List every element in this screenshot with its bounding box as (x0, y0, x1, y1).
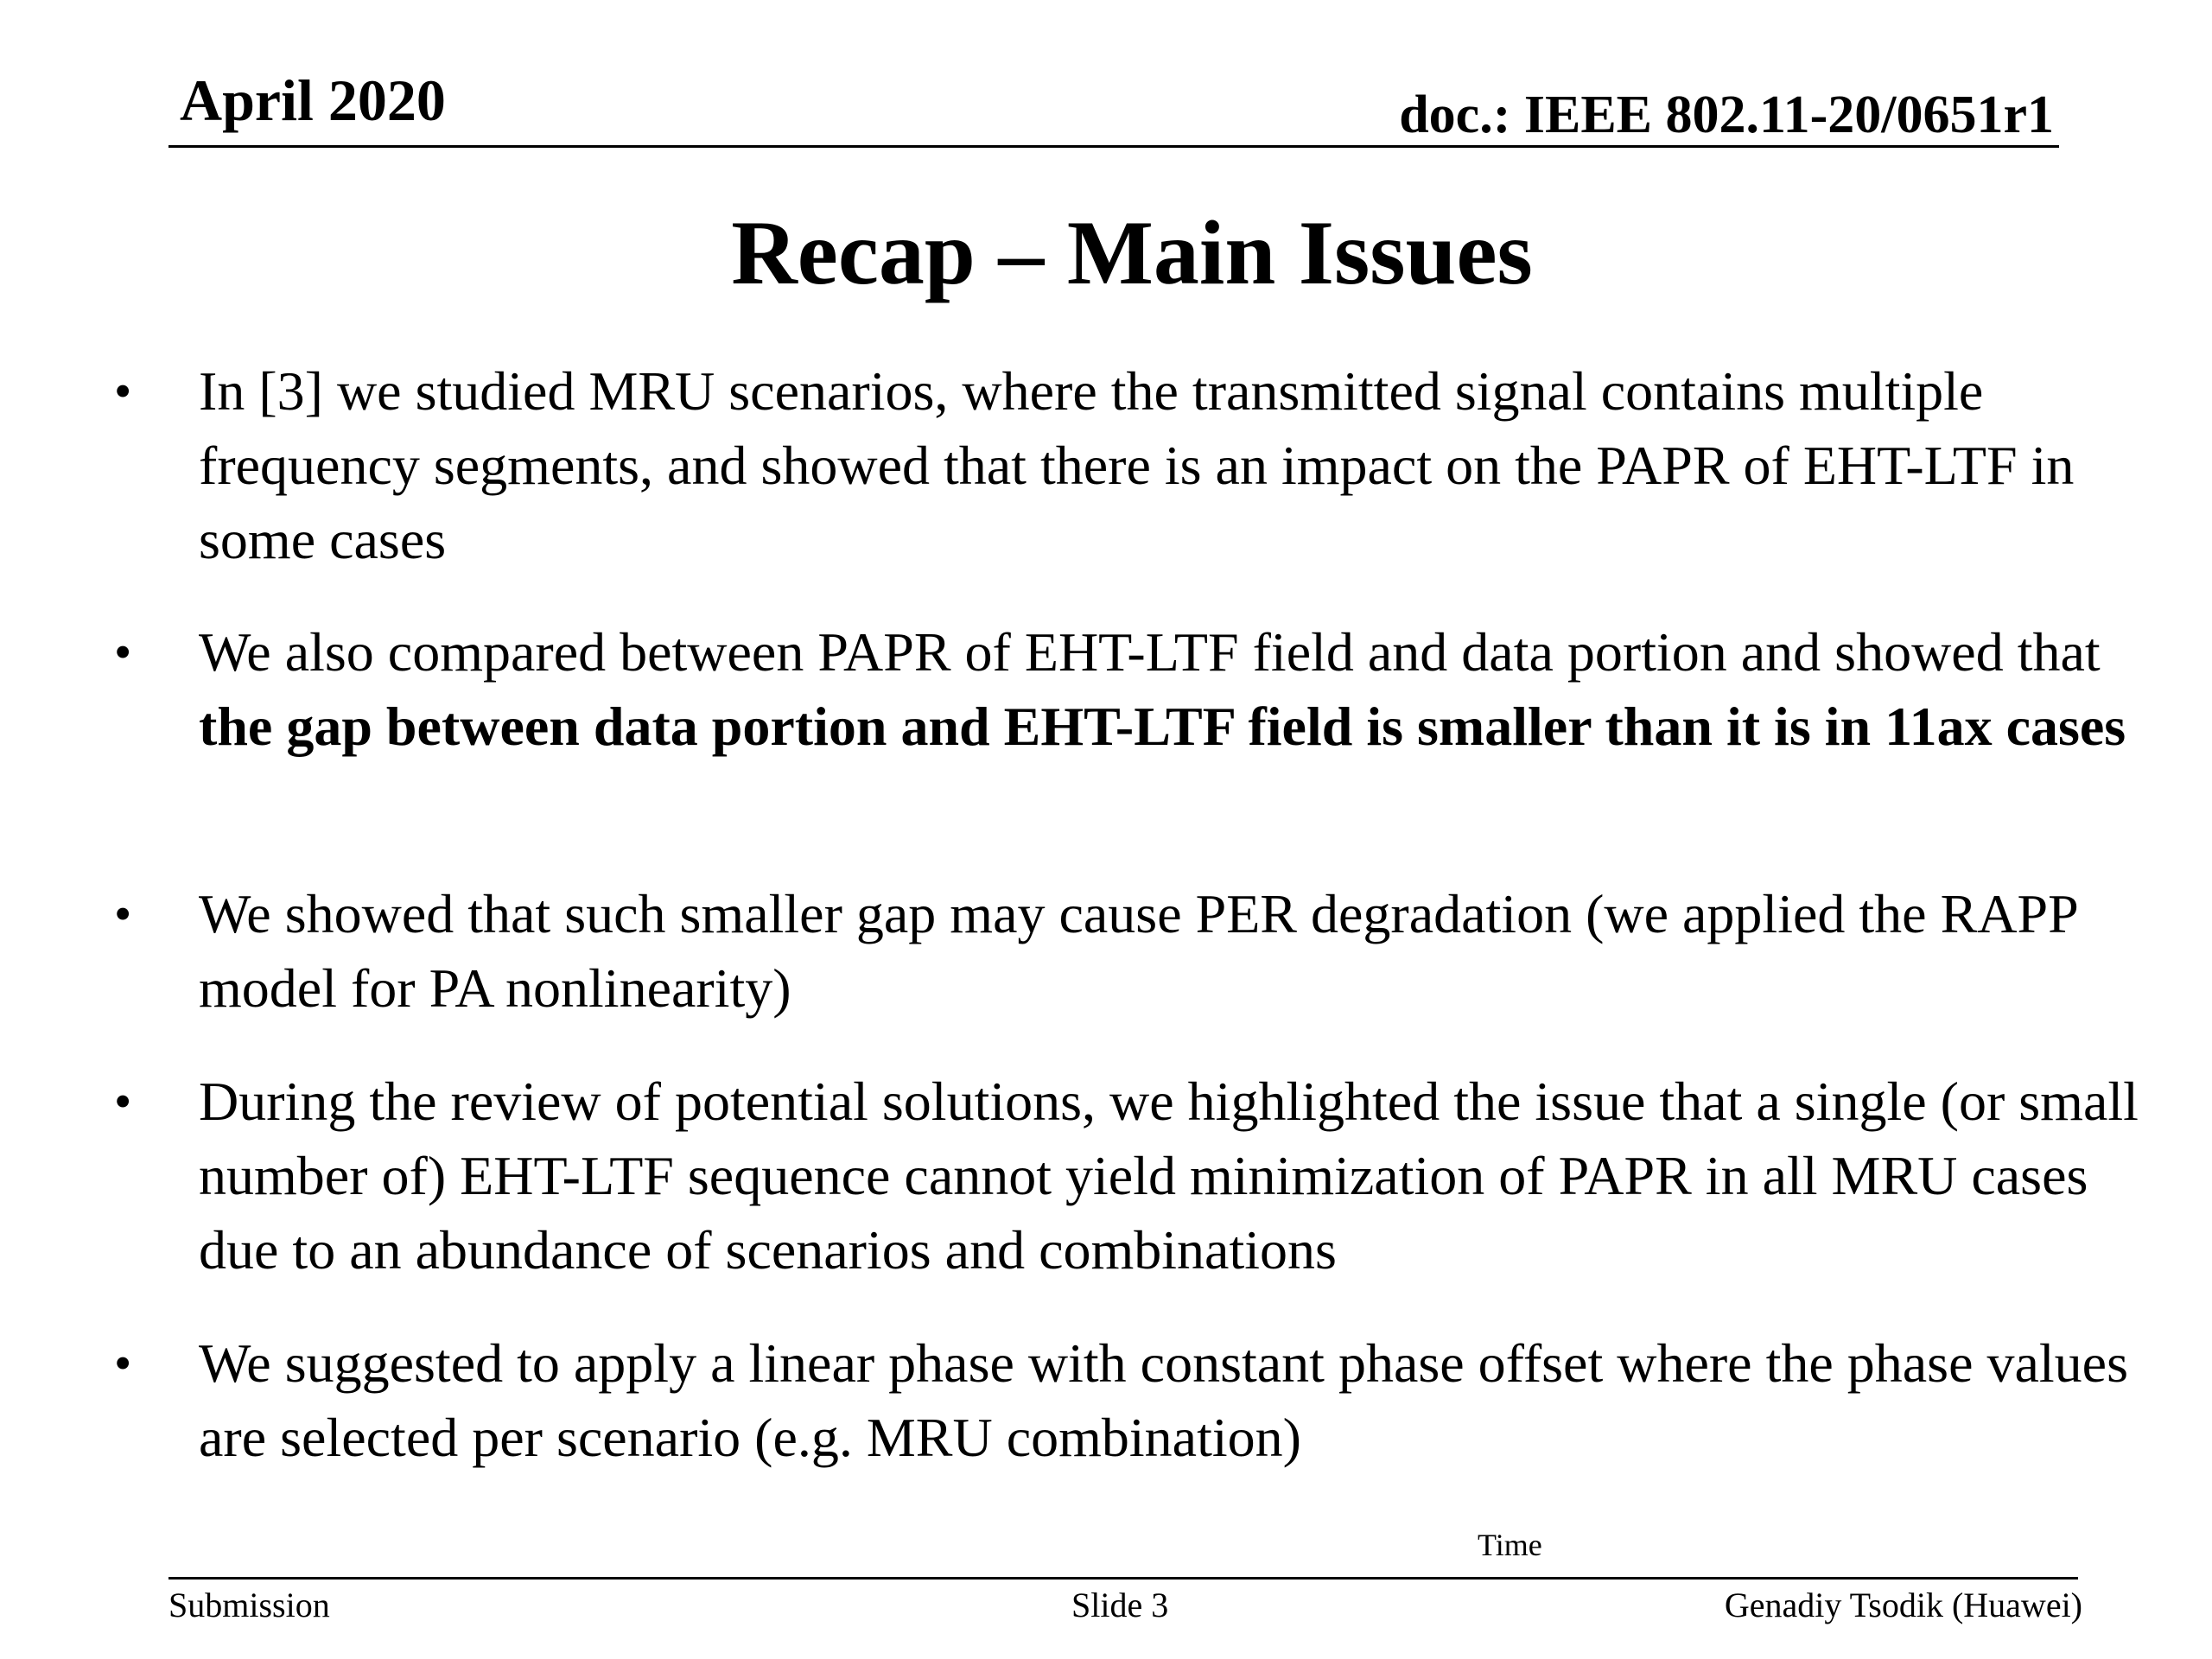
bullet-item (114, 354, 2152, 577)
bullet-dot: • (114, 1073, 132, 1129)
bullet-item (114, 1065, 2152, 1287)
bullet-item (114, 1326, 2152, 1475)
footer-submission: Submission (168, 1586, 330, 1624)
footer-rule (168, 1577, 2078, 1580)
bullet-text: In [3] we studied MRU scenarios, where the transmitted signal contains multiple frequency segments, and showed that there is an impact on the PAPR of EHT-LTF in some cases (199, 360, 2075, 570)
bullet-dot: • (114, 363, 132, 419)
bullet-text: We showed that such smaller gap may cause PER degradation (we applied the RAPP model for PA nonlinearity) (199, 883, 2077, 1019)
footer-slide-number: Slide 3 (1071, 1586, 1169, 1624)
header-rule (168, 145, 2059, 148)
header-date: April 2020 (180, 67, 446, 133)
slide-title: Recap – Main Issues (731, 202, 1533, 303)
bullet-bold-text: the gap between data portion and EHT-LTF field is smaller than it is in 11ax cases (199, 696, 2126, 757)
bullet-dot: • (114, 1335, 132, 1391)
bullet-text: During the review of potential solutions, we highlighted the issue that a single (or small number of) EHT-LTF sequence cannot yield minimization of PAPR in all MRU cases due to an abundance of scenarios and combinations (199, 1071, 2139, 1281)
bullet-item (114, 877, 2152, 1026)
bullet-text: We suggested to apply a linear phase with constant phase offset where the phase values are selected per scenario (e.g. MRU combination) (199, 1332, 2128, 1468)
time-label: Time (1478, 1528, 1542, 1562)
bullet-item (114, 615, 2152, 764)
bullet-dot: • (114, 624, 132, 680)
bullet-text: We also compared between PAPR of EHT-LTF field and data portion and showed that (199, 621, 2101, 683)
bullet-dot: • (114, 886, 132, 942)
header-doc-id: doc.: IEEE 802.11-20/0651r1 (1399, 86, 2054, 144)
footer-author: Genadiy Tsodik (Huawei) (1724, 1586, 2082, 1624)
